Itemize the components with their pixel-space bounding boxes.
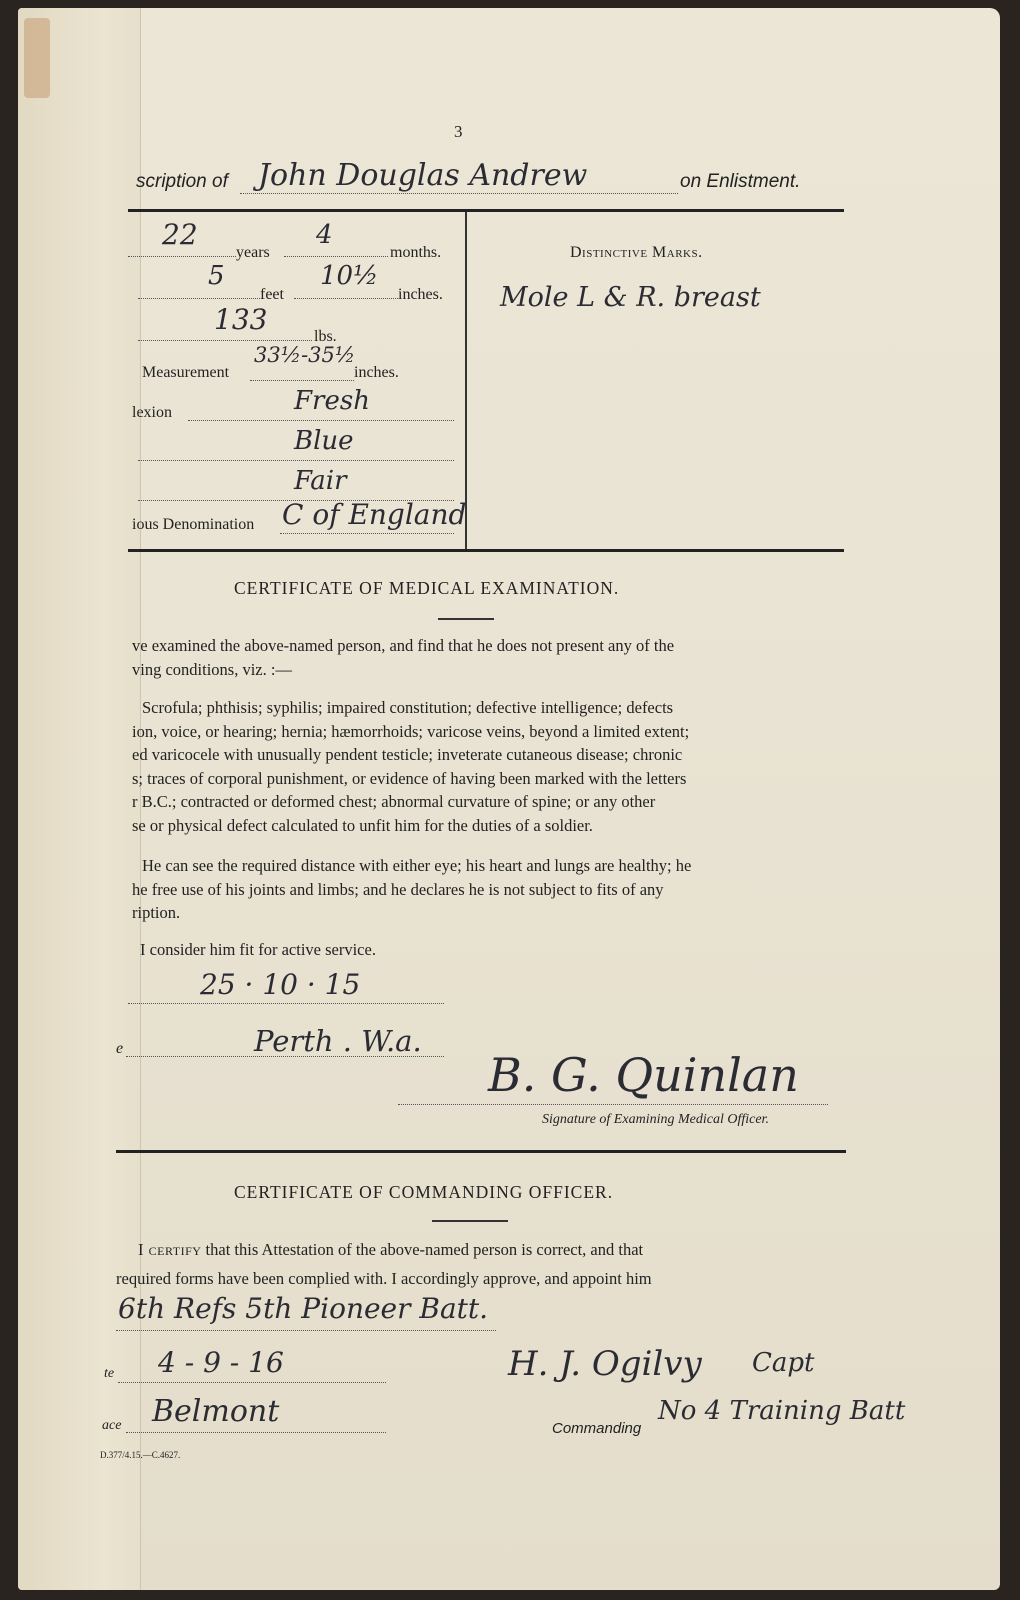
age-years-line xyxy=(128,256,236,257)
paper-stain xyxy=(24,18,50,98)
eyes-line xyxy=(138,460,454,461)
distinctive-marks: Mole L & R. breast xyxy=(500,282,761,313)
medical-heading-rule xyxy=(438,618,494,620)
intro-line-2: ving conditions, viz. :— xyxy=(132,659,292,679)
description-suffix: on Enlistment. xyxy=(680,171,801,192)
page-number: 3 xyxy=(454,122,463,141)
fit-statement: I consider him fit for active service. xyxy=(140,940,376,959)
commanding-heading-rule xyxy=(432,1220,508,1222)
medical-conditions xyxy=(132,696,689,837)
conditions-line-6: se or physical defect calculated to unfit him for the duties of a soldier. xyxy=(132,815,593,835)
commanding-unit: No 4 Training Batt xyxy=(658,1396,906,1426)
years-label: years xyxy=(236,244,270,261)
medical-sight xyxy=(132,854,691,925)
hair-colour: Fair xyxy=(294,466,347,496)
religion-label: ious Denomination xyxy=(132,516,255,533)
section-rule-1 xyxy=(128,549,844,552)
appointment-line xyxy=(116,1330,496,1331)
commanding-certify xyxy=(116,1238,643,1262)
top-rule xyxy=(128,209,844,212)
chest-label: Measurement xyxy=(142,364,230,381)
intro-line-1: ve examined the above-named person, and find that he does not present any of the xyxy=(132,636,675,655)
medical-heading: CERTIFICATE OF MEDICAL EXAMINATION. xyxy=(234,578,620,598)
commanding-line-2 xyxy=(116,1267,652,1291)
eyes-colour: Blue xyxy=(294,426,354,456)
height-inches: 10½ xyxy=(320,261,379,291)
attestation-page xyxy=(18,8,1000,1590)
form-reference: D.377/4.15.—C.4627. xyxy=(100,1450,181,1460)
sight-line-1: He can see the required distance with either eye; his heart and lungs are healthy; he xyxy=(142,856,692,875)
sight-line-2: he free use of his joints and limbs; and he declares he is not subject to fits of any xyxy=(132,879,664,899)
conditions-line-5: r B.C.; contracted or deformed chest; abnormal curvature of spine; or any other xyxy=(132,792,656,811)
section-rule-2 xyxy=(116,1150,846,1153)
months-label: months. xyxy=(390,244,442,261)
conditions-line-2: ion, voice, or hearing; hernia; hæmorrhoids; varicose veins, beyond a limited extent; xyxy=(132,721,690,741)
medical-place-line xyxy=(126,1056,444,1057)
commanding-date: 4 - 9 - 16 xyxy=(158,1346,284,1379)
conditions-line-3: ed varicocele with unusually pendent testicle; inveterate cutaneous disease; chronic xyxy=(132,745,683,764)
religion-line xyxy=(280,533,454,534)
chest-unit: inches. xyxy=(354,364,399,381)
medical-place: Perth . W.a. xyxy=(254,1024,422,1058)
commanding-place-label: ace xyxy=(102,1418,122,1433)
complexion: Fresh xyxy=(294,386,370,416)
complexion-label: lexion xyxy=(132,404,172,421)
commanding-rank: Capt xyxy=(752,1348,815,1378)
weight: 133 xyxy=(214,303,268,336)
medical-officer-signature: B. G. Quinlan xyxy=(488,1048,799,1102)
medical-signature-caption: Signature of Examining Medical Officer. xyxy=(542,1112,769,1127)
medical-intro xyxy=(132,634,674,681)
weight-line xyxy=(138,340,312,341)
commanding-heading: CERTIFICATE OF COMMANDING OFFICER. xyxy=(234,1182,614,1202)
commanding-label: Commanding xyxy=(552,1420,642,1437)
commanding-place: Belmont xyxy=(152,1394,280,1429)
certify-rest: that this Attestation of the above-named person is correct, and that xyxy=(201,1240,644,1259)
conditions-line-4: s; traces of corporal punishment, or evidence of having been marked with the letters xyxy=(132,768,687,788)
medical-place-label: e xyxy=(116,1040,124,1057)
commanding-date-line xyxy=(118,1382,386,1383)
height-feet: 5 xyxy=(208,261,225,291)
certify-line-2: required forms have been complied with. I accordingly approve, and appoint him xyxy=(116,1269,652,1288)
conditions-line-1: Scrofula; phthisis; syphilis; impaired constitution; defective intelligence; defects xyxy=(142,698,674,717)
commanding-date-label: te xyxy=(104,1366,115,1381)
chest-value: 33½-35½ xyxy=(254,343,356,367)
chest-line xyxy=(250,380,354,381)
name-line xyxy=(240,193,678,194)
description-prefix: scription of xyxy=(136,171,228,192)
appointment: 6th Refs 5th Pioneer Batt. xyxy=(118,1292,489,1325)
age-months: 4 xyxy=(316,220,333,250)
certify-lead: I certify xyxy=(138,1240,202,1259)
height-feet-line xyxy=(138,298,260,299)
page-fold xyxy=(18,8,141,1590)
inches-label: inches. xyxy=(398,286,443,303)
commanding-place-line xyxy=(126,1432,386,1433)
sight-line-3: ription. xyxy=(132,903,181,922)
age-months-line xyxy=(284,256,388,257)
feet-label: feet xyxy=(260,286,284,303)
recruit-name: John Douglas Andrew xyxy=(258,158,588,193)
religion: C of England xyxy=(282,498,467,531)
medical-signature-line xyxy=(398,1104,828,1105)
medical-date: 25 · 10 · 15 xyxy=(200,968,361,1001)
lbs-label: lbs. xyxy=(314,328,337,345)
complexion-line xyxy=(188,420,454,421)
commanding-officer-signature: H. J. Ogilvy xyxy=(508,1344,702,1384)
height-inches-line xyxy=(294,298,398,299)
marks-heading: Distinctive Marks. xyxy=(570,244,703,261)
medical-date-line xyxy=(128,1003,444,1004)
age-years: 22 xyxy=(162,218,198,251)
